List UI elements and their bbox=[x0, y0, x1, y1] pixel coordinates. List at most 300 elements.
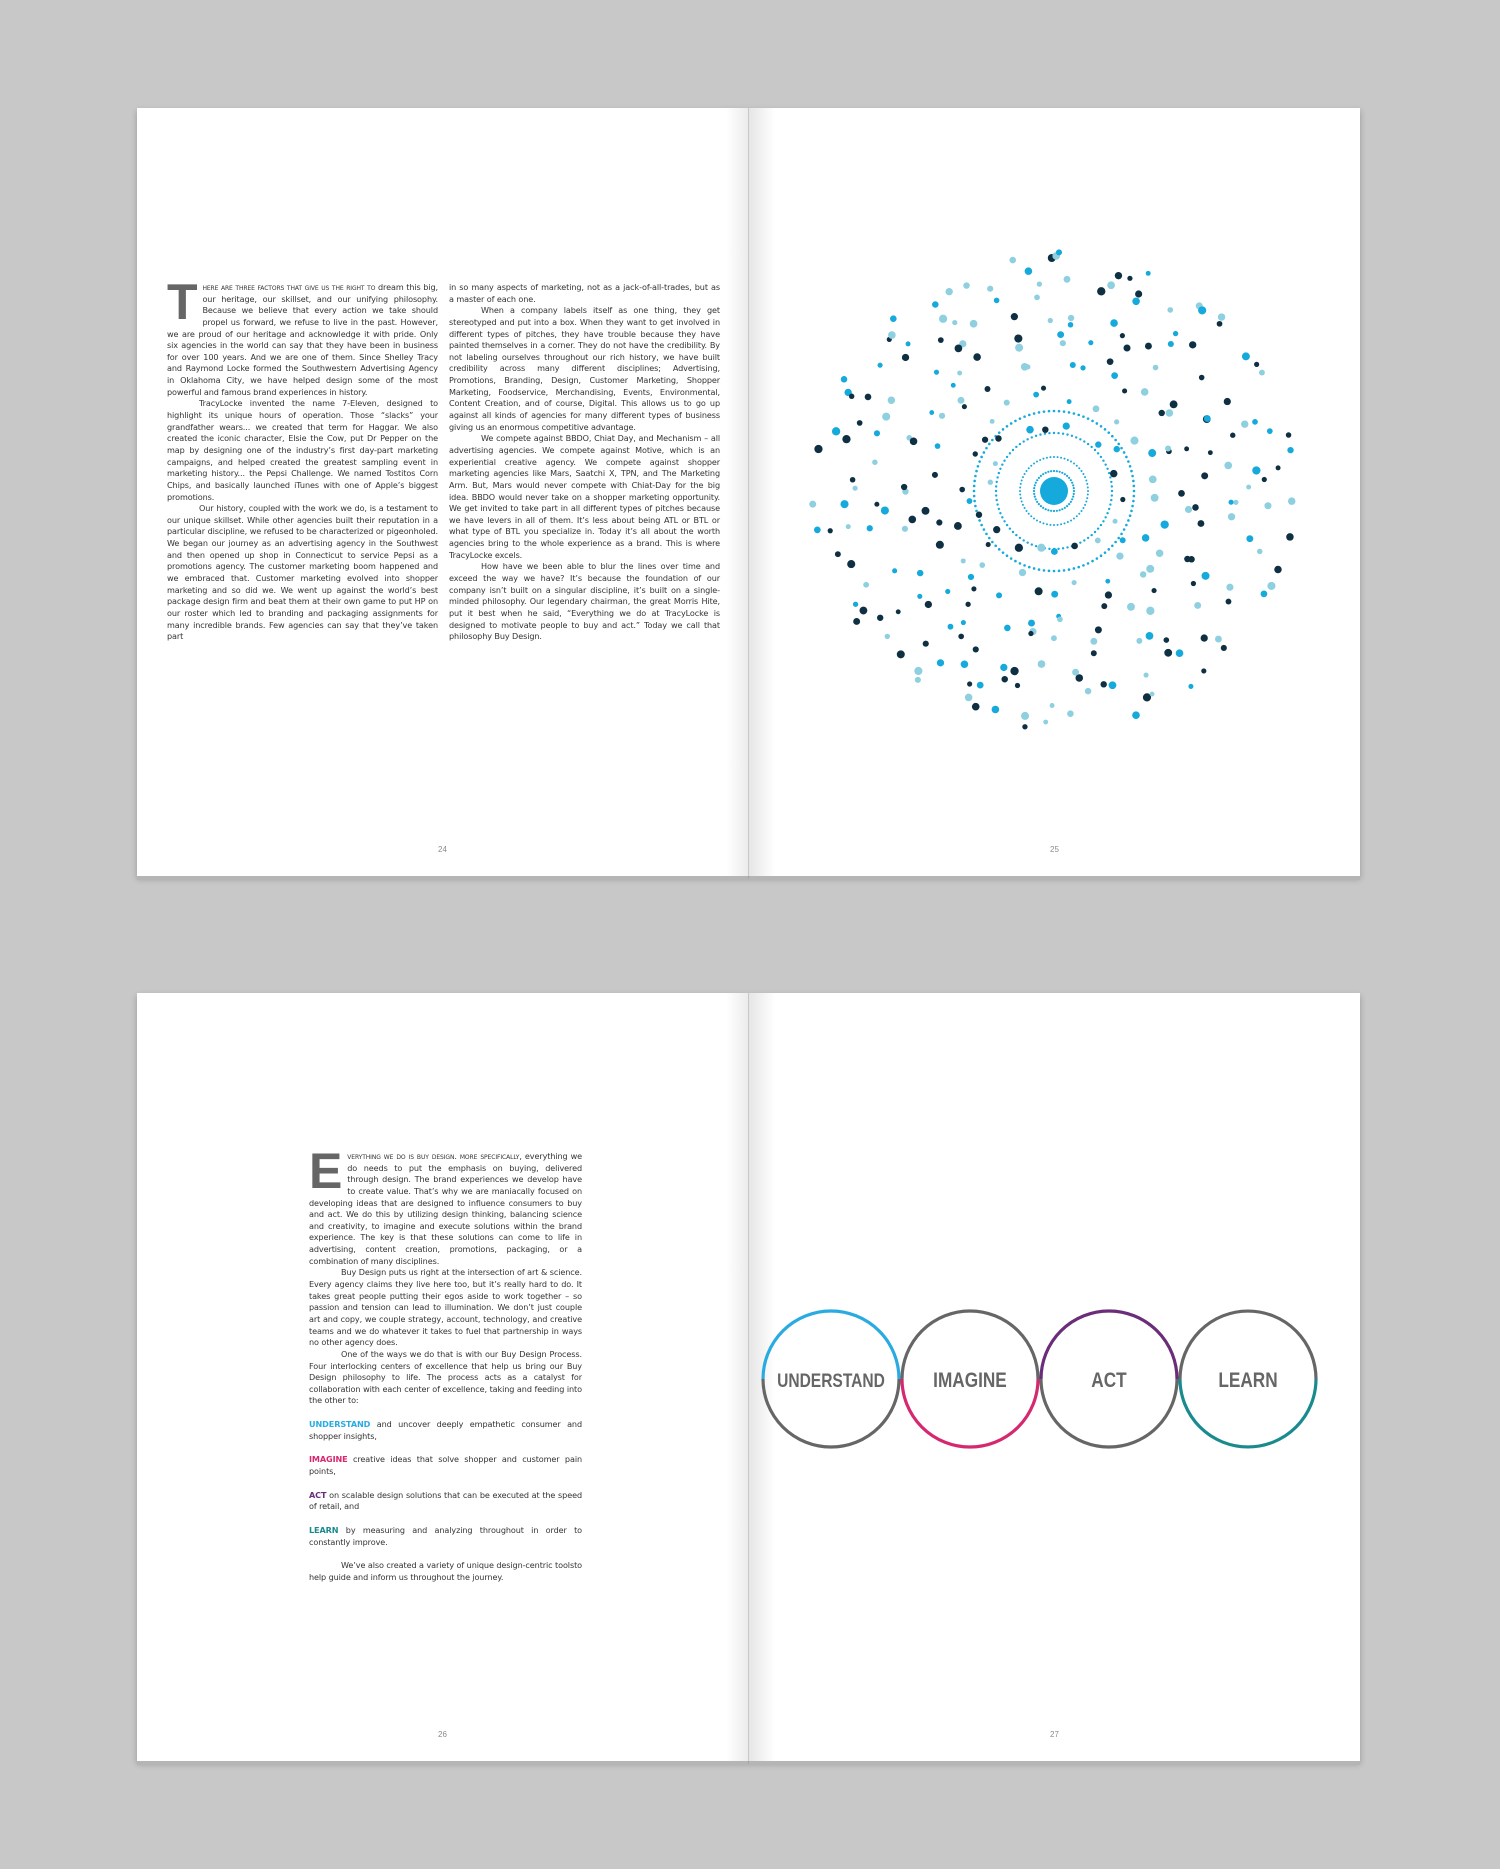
keyword-understand: UNDERSTAND bbox=[309, 1419, 371, 1430]
scatter-dot bbox=[961, 660, 969, 668]
ring-dot bbox=[1028, 566, 1031, 569]
scatter-dot bbox=[1156, 550, 1164, 558]
scatter-dot bbox=[1143, 672, 1148, 677]
scatter-dot bbox=[945, 589, 950, 594]
scatter-dot bbox=[857, 420, 863, 426]
scatter-dot bbox=[1150, 692, 1155, 697]
ring-dot bbox=[985, 447, 988, 450]
ring-dot bbox=[1067, 459, 1069, 461]
scatter-dot bbox=[1080, 365, 1085, 370]
scatter-dot bbox=[1226, 599, 1232, 605]
ring-dot bbox=[1053, 524, 1055, 526]
ring-dot bbox=[1077, 566, 1080, 569]
scatter-dot bbox=[1033, 392, 1039, 398]
ring-label-learn: LEARN bbox=[1218, 1369, 1278, 1393]
ring-dot bbox=[1086, 497, 1088, 499]
ring-dot bbox=[1012, 449, 1014, 451]
ring-dot bbox=[1042, 473, 1044, 475]
ring-dot bbox=[1070, 479, 1072, 481]
scatter-dot bbox=[1050, 703, 1055, 708]
scatter-dot bbox=[987, 286, 993, 292]
scatter-dot bbox=[1191, 581, 1196, 586]
ring-dot bbox=[975, 470, 978, 473]
scatter-dot bbox=[1068, 322, 1074, 328]
ring-dot bbox=[1073, 462, 1075, 464]
ring-dot bbox=[1073, 490, 1075, 492]
page-24 bbox=[137, 108, 748, 876]
scatter-dot bbox=[1056, 249, 1062, 255]
text-column bbox=[309, 1143, 583, 1584]
scatter-dot bbox=[1034, 294, 1040, 300]
scatter-dot bbox=[952, 320, 957, 325]
ring-dot bbox=[1066, 505, 1068, 507]
ring-dot bbox=[1073, 518, 1075, 520]
ring-dot bbox=[1026, 438, 1028, 440]
ring-dot bbox=[1087, 443, 1089, 445]
scatter-dot bbox=[863, 582, 869, 588]
ring-dot bbox=[1087, 490, 1089, 492]
list-item-imagine bbox=[309, 1454, 582, 1477]
scatter-dot bbox=[1021, 712, 1029, 720]
lead-in: verything we do is buy design. more specifically, bbox=[347, 1151, 522, 1161]
paragraph-intro bbox=[167, 274, 438, 398]
scatter-dot bbox=[1184, 446, 1189, 451]
scatter-dot bbox=[917, 594, 922, 599]
ring-dot bbox=[1068, 503, 1070, 505]
scatter-dot bbox=[1105, 579, 1110, 584]
scatter-dot bbox=[929, 410, 934, 415]
ring-dot bbox=[1104, 428, 1107, 431]
paragraph: We compete against BBDO, Chiat Day, and Mechanism – all advertising agencies. We compete against Motive, which is an experiential creative agency. We compete against shopper marketing agencies like Mars, Saatchi X, TPN, and The Marketing Arm. But, Mars would never compete with Chiat-Day for the big idea. BBDO would never take on a shopper marketing opportunity. We get invited to take part in all different types of pitches because we have levers in all of them. It’s less about being ATL or BTL or what type of BTL you specialize in. Today it’s all about the worth agencies bring to the whole experience as a brand. This is where TracyLocke excels. bbox=[449, 433, 720, 560]
scatter-dot bbox=[1287, 447, 1293, 453]
scatter-dot bbox=[892, 568, 897, 573]
scatter-dot bbox=[1064, 276, 1071, 283]
ring-dot bbox=[996, 503, 998, 505]
ring-dot bbox=[996, 481, 998, 483]
scatter-dot bbox=[1067, 399, 1072, 404]
scatter-dot bbox=[1230, 433, 1235, 438]
page-number: 24 bbox=[438, 845, 447, 854]
ring-dot bbox=[1028, 513, 1030, 515]
scatter-dot bbox=[1159, 410, 1165, 416]
scatter-dot bbox=[968, 574, 974, 580]
ring-dot bbox=[1087, 537, 1089, 539]
ring-dot bbox=[1064, 458, 1066, 460]
ring-dot bbox=[1053, 470, 1055, 472]
ring-dot bbox=[1068, 568, 1071, 571]
ring-dot bbox=[1060, 523, 1062, 525]
ring-dot bbox=[1006, 456, 1008, 458]
ring-dot bbox=[1094, 449, 1096, 451]
scatter-dot bbox=[1051, 635, 1057, 641]
ring-dot bbox=[1066, 546, 1068, 548]
ring-dot bbox=[1036, 461, 1038, 463]
ring-dot bbox=[1123, 451, 1126, 454]
ring-dot bbox=[1097, 527, 1099, 529]
scatter-dot bbox=[1189, 341, 1196, 348]
scatter-dot bbox=[993, 461, 998, 466]
ring-dot bbox=[1097, 452, 1099, 454]
scatter-dot bbox=[1028, 620, 1035, 627]
ring-dot bbox=[1036, 479, 1038, 481]
scatter-dot bbox=[1188, 684, 1193, 689]
ring-dot bbox=[1050, 510, 1052, 512]
scatter-dot bbox=[982, 437, 988, 443]
scatter-dot bbox=[1110, 319, 1118, 327]
scatter-dot bbox=[885, 634, 890, 639]
ring-dot bbox=[1085, 479, 1087, 481]
scatter-dot bbox=[1135, 290, 1142, 297]
scatter-dot bbox=[967, 498, 973, 504]
scatter-dot bbox=[1194, 602, 1201, 609]
scatter-dot bbox=[1151, 494, 1159, 502]
scatter-dot bbox=[1116, 552, 1123, 559]
scatter-dot bbox=[1115, 272, 1122, 279]
ring-dot bbox=[980, 456, 983, 459]
ring-dot bbox=[985, 533, 988, 536]
page-number: 27 bbox=[1050, 1730, 1059, 1739]
ring-dot bbox=[1038, 411, 1041, 414]
page-edge bbox=[137, 1761, 748, 1765]
scatter-dot bbox=[1164, 649, 1172, 657]
scatter-dot bbox=[1093, 405, 1100, 412]
scatter-dot bbox=[995, 435, 1001, 441]
scatter-dot bbox=[937, 659, 944, 666]
scatter-dot bbox=[1198, 306, 1206, 314]
ring-dot bbox=[1068, 477, 1070, 479]
ring-dot bbox=[1108, 472, 1110, 474]
scatter-dot bbox=[1262, 477, 1267, 482]
scatter-dot bbox=[1142, 534, 1149, 541]
scatter-dot bbox=[1041, 386, 1046, 391]
scatter-dot bbox=[1178, 490, 1185, 497]
dropcap: E bbox=[309, 1143, 343, 1199]
ring-dot bbox=[1031, 436, 1033, 438]
ring-dot bbox=[1106, 468, 1108, 470]
scatter-dot bbox=[1025, 364, 1030, 369]
scatter-dot bbox=[938, 337, 944, 343]
ring-dot bbox=[1038, 568, 1041, 571]
ring-dot bbox=[1077, 414, 1080, 417]
scatter-dot bbox=[1015, 344, 1023, 352]
ring-dot bbox=[1133, 495, 1136, 498]
scatter-dot bbox=[1107, 281, 1115, 289]
ring-dot bbox=[1019, 486, 1021, 488]
scatter-dot bbox=[1110, 470, 1117, 477]
ring-dot bbox=[1129, 514, 1132, 517]
scatter-dot bbox=[979, 562, 985, 568]
paragraph-intro bbox=[309, 1143, 583, 1267]
scatter-dot bbox=[874, 502, 879, 507]
scatter-dot bbox=[1063, 422, 1070, 429]
ring-dot bbox=[1049, 456, 1051, 458]
ring-dot bbox=[1083, 440, 1085, 442]
ring-dot bbox=[1021, 501, 1023, 503]
scatter-dot bbox=[882, 413, 890, 421]
ring-dot bbox=[980, 524, 983, 527]
scatter-dot bbox=[1173, 331, 1178, 336]
scatter-dot bbox=[917, 570, 923, 576]
scatter-dot bbox=[1072, 669, 1079, 676]
ring-dot bbox=[1053, 570, 1056, 573]
ring-dot bbox=[1061, 472, 1063, 474]
page-edge bbox=[749, 1761, 1360, 1765]
scatter-dot bbox=[1257, 549, 1262, 554]
ring-dot bbox=[1045, 472, 1047, 474]
page-number: 25 bbox=[1050, 845, 1059, 854]
ring-dot bbox=[1117, 443, 1120, 446]
ring-dot bbox=[994, 544, 997, 547]
scatter-dot bbox=[1146, 271, 1151, 276]
page-26 bbox=[137, 993, 748, 1761]
scatter-dot bbox=[1048, 318, 1053, 323]
ring-dot bbox=[1079, 438, 1081, 440]
scatter-dot bbox=[959, 487, 965, 493]
ring-dot bbox=[1019, 417, 1022, 420]
scatter-dot bbox=[842, 435, 850, 443]
ring-dot bbox=[1133, 490, 1136, 493]
scatter-dot bbox=[972, 703, 980, 711]
ring-dot bbox=[1082, 564, 1085, 567]
ring-dot bbox=[1066, 475, 1068, 477]
scatter-dot bbox=[1057, 331, 1064, 338]
scatter-dot bbox=[1037, 544, 1045, 552]
ring-dot bbox=[1046, 523, 1048, 525]
scatter-dot bbox=[965, 602, 970, 607]
scatter-dot bbox=[1136, 638, 1142, 644]
page-number: 26 bbox=[438, 1730, 447, 1739]
scatter-dot bbox=[1001, 676, 1007, 682]
ring-dot bbox=[1042, 507, 1044, 509]
scatter-dot bbox=[1132, 711, 1140, 719]
ring-dot bbox=[978, 460, 981, 463]
scatter-dot bbox=[1091, 650, 1097, 656]
scatter-dot bbox=[1168, 341, 1174, 347]
ring-dot bbox=[1035, 545, 1037, 547]
ring-dot bbox=[1068, 411, 1071, 414]
ring-dot bbox=[1030, 465, 1032, 467]
ring-dot bbox=[1059, 471, 1061, 473]
scatter-dot bbox=[874, 430, 880, 436]
ring-dot bbox=[1020, 483, 1022, 485]
paragraph-text: dream this big, our heritage, our skillset, and our unifying philosophy. Because we believe that every action we take should propel us forward, we refuse to live in the past. However, we are proud of our heritage and acknowledge it with pride. Only six agencies in the world can say that they have been in business for over 100 years. And we are one of them. Since Shelley Tracy and Raymond Locke formed the Southwestern Advertising Agency in Oklahoma City, we have helped design some of the most powerful and famous brand experiences in history. bbox=[167, 282, 438, 397]
scatter-dot bbox=[948, 624, 954, 630]
scatter-dot bbox=[1097, 287, 1105, 295]
ring-dot bbox=[1067, 521, 1069, 523]
scatter-dot bbox=[841, 376, 848, 383]
scatter-dot bbox=[1043, 720, 1048, 725]
scatter-dot bbox=[1105, 591, 1112, 598]
scatter-dot bbox=[1264, 502, 1271, 509]
paragraph-closing: We’ve also created a variety of unique design-centric toolsto help guide and inform us throughout the journey. bbox=[309, 1560, 582, 1582]
scatter-dot bbox=[1241, 420, 1248, 427]
scatter-dot bbox=[1215, 636, 1222, 643]
ring-dot bbox=[1086, 483, 1088, 485]
ring-dot bbox=[973, 485, 976, 488]
ring-dot bbox=[983, 451, 986, 454]
scatter-dot bbox=[1204, 415, 1211, 422]
scatter-dot bbox=[1051, 548, 1058, 555]
ring-dot bbox=[1106, 512, 1108, 514]
paragraph: Our history, coupled with the work we do, is a testament to our unique skillset. While other agencies built their reputation in a particular discipline, we refused to be characterized or pigeonholed. We began our journey as an advertising agency in the Southwest and then opened up shop in Connecticut to service Pepsi as a promotions agency. The customer marketing boom happened and we embraced that. Customer marketing evolved into shopper marketing and so did we. We went up against the world’s best package design firm and beat them at their own game to put HP on our roster which led to branding and packaging assignments for many incredible brands. Few agencies can say that they’ve taken part bbox=[167, 503, 438, 642]
scatter-dot bbox=[890, 315, 897, 322]
scatter-dot bbox=[1233, 500, 1238, 505]
ring-dot bbox=[1131, 505, 1134, 508]
ring-dot bbox=[1114, 439, 1117, 442]
ring-dot bbox=[1091, 560, 1094, 563]
ring-dot bbox=[1033, 462, 1035, 464]
ring-dot bbox=[1019, 490, 1021, 492]
ring-dot bbox=[973, 490, 976, 493]
scatter-dot bbox=[849, 394, 854, 399]
ring-dot bbox=[1064, 522, 1066, 524]
ring-dot bbox=[1014, 560, 1017, 563]
ring-dot bbox=[1063, 569, 1066, 572]
ring-dot bbox=[995, 485, 997, 487]
ring-dot bbox=[1117, 537, 1120, 540]
ring-dot bbox=[1132, 500, 1135, 503]
ring-dot bbox=[1058, 410, 1061, 413]
ring-dot bbox=[1022, 504, 1024, 506]
scatter-dot bbox=[1019, 569, 1026, 576]
list-item-text: creative ideas that solve shopper and customer pain points, bbox=[309, 1454, 582, 1477]
ring-dot bbox=[1070, 519, 1072, 521]
ring-dot bbox=[988, 443, 991, 446]
scatter-dot bbox=[1226, 584, 1233, 591]
ring-dot bbox=[1071, 482, 1073, 484]
scatter-dot bbox=[865, 394, 872, 401]
ring-dot bbox=[1019, 562, 1022, 565]
scatter-dot bbox=[934, 370, 939, 375]
scatter-dot bbox=[1199, 375, 1205, 381]
ring-dot bbox=[1133, 485, 1136, 488]
scatter-dot bbox=[967, 681, 972, 686]
scatter-dot bbox=[1014, 334, 1022, 342]
scatter-dot bbox=[1120, 333, 1125, 338]
scatter-dot bbox=[958, 634, 964, 640]
ring-dot bbox=[1079, 541, 1081, 543]
ring-dot bbox=[1021, 479, 1023, 481]
scatter-dot bbox=[1037, 281, 1042, 286]
ring-dot bbox=[1048, 432, 1050, 434]
scatter-dot bbox=[1228, 513, 1235, 520]
ring-dot bbox=[1033, 493, 1035, 495]
scatter-dot bbox=[976, 512, 982, 518]
ring-dot bbox=[1043, 410, 1046, 413]
scatter-dot bbox=[910, 438, 918, 446]
scatter-dot bbox=[1051, 591, 1058, 598]
ring-label-act: ACT bbox=[1091, 1369, 1127, 1393]
ring-dot bbox=[1039, 521, 1041, 523]
ring-dot bbox=[1110, 481, 1112, 483]
ring-dot bbox=[1057, 548, 1059, 550]
scatter-dot bbox=[1085, 688, 1091, 694]
ring-dot bbox=[1015, 446, 1017, 448]
scatter-dot bbox=[1130, 437, 1138, 445]
scatter-dot bbox=[1122, 388, 1127, 393]
scatter-dot bbox=[1176, 649, 1184, 657]
ring-dot bbox=[1053, 510, 1055, 512]
ring-dot bbox=[1096, 422, 1099, 425]
spread-pages-24-25 bbox=[137, 108, 1360, 876]
ring-dot bbox=[977, 465, 980, 468]
ring-dot bbox=[1130, 470, 1133, 473]
scatter-dot bbox=[1141, 388, 1149, 396]
list-item-learn bbox=[309, 1525, 582, 1548]
ring-dot bbox=[1010, 422, 1013, 425]
ring-dot bbox=[1001, 463, 1003, 465]
paragraph: Buy Design puts us right at the intersection of art & science. Every agency claims they live here too, but it’s really hard to do. It takes great people putting their egos aside to work together – so passion and tension can lead to illumination. We don’t just couple art and copy, we couple strategy, account, technology, and creative teams and we do whatever it takes to fuel that partnership in ways no other agency does. bbox=[309, 1267, 582, 1348]
ring-dot bbox=[1085, 501, 1087, 503]
scatter-dot bbox=[906, 341, 911, 346]
scatter-dot bbox=[1267, 582, 1275, 590]
list-item-understand bbox=[309, 1419, 582, 1442]
scatter-dot bbox=[1254, 362, 1259, 367]
scatter-dot bbox=[1201, 634, 1208, 641]
ring-dot bbox=[1100, 554, 1103, 557]
scatter-dot bbox=[1010, 667, 1018, 675]
ring-dot bbox=[1043, 569, 1046, 572]
scatter-dot bbox=[939, 413, 945, 419]
scatter-dot bbox=[1111, 372, 1118, 379]
ring-dot bbox=[991, 439, 994, 442]
ring-dot bbox=[1078, 467, 1080, 469]
ring-dot bbox=[1111, 485, 1113, 487]
scatter-dot bbox=[1185, 506, 1192, 513]
ring-dot bbox=[1048, 548, 1050, 550]
ring-dot bbox=[1125, 456, 1128, 459]
text-column-2 bbox=[449, 282, 720, 643]
scatter-dot bbox=[957, 371, 962, 376]
ring-dot bbox=[996, 499, 998, 501]
scatter-dot bbox=[996, 592, 1002, 598]
process-ring-learn bbox=[1180, 1311, 1316, 1447]
ring-dot bbox=[1025, 510, 1027, 512]
ring-dot bbox=[973, 500, 976, 503]
ring-dot bbox=[973, 495, 976, 498]
paragraph: When a company labels itself as one thing, they get stereotyped and put into a box. When they want to get involved in different types of pitches, they have trouble because they have painted themselves in a corner. They do not have the credibility. By not labeling ourselves throughout our rich history, we have built credibility across many different disciplines; Advertising, Promotions, Branding, Design, Customer Marketing, Shopper Marketing, Foodservice, Merchandising, Events, Environmental, Content Creation, and of course, Digital. This allows us to go up against all kinds of agencies for many different types of business giving us an enormous competitive advantage. bbox=[449, 305, 720, 432]
ring-dot bbox=[1107, 431, 1110, 434]
ring-dot bbox=[1012, 531, 1014, 533]
ring-dot bbox=[1111, 544, 1114, 547]
scatter-dot bbox=[1070, 362, 1076, 368]
scatter-dot bbox=[897, 650, 905, 658]
ring-dot bbox=[974, 475, 977, 478]
ring-dot bbox=[1073, 412, 1076, 415]
scatter-dot bbox=[1164, 637, 1170, 643]
ring-dot bbox=[1034, 484, 1036, 486]
scatter-dot bbox=[1038, 660, 1046, 668]
ring-dot bbox=[1049, 524, 1051, 526]
ring-dot bbox=[1003, 459, 1005, 461]
ring-dot bbox=[1100, 456, 1102, 458]
ring-dot bbox=[1082, 415, 1085, 418]
page-edge bbox=[137, 876, 748, 880]
ring-dot bbox=[1023, 564, 1026, 567]
scatter-dot bbox=[1274, 566, 1281, 573]
ring-dot bbox=[1108, 508, 1110, 510]
ring-label-imagine: IMAGINE bbox=[933, 1369, 1007, 1393]
ring-dot bbox=[1033, 518, 1035, 520]
scatter-dot bbox=[1009, 257, 1016, 264]
scatter-dot bbox=[1072, 580, 1077, 585]
ring-dot bbox=[1064, 473, 1066, 475]
scatter-dot bbox=[832, 427, 840, 435]
scatter-dot bbox=[840, 500, 848, 508]
ring-dot bbox=[1059, 509, 1061, 511]
ring-dot bbox=[1120, 533, 1123, 536]
ring-dot bbox=[1022, 539, 1024, 541]
